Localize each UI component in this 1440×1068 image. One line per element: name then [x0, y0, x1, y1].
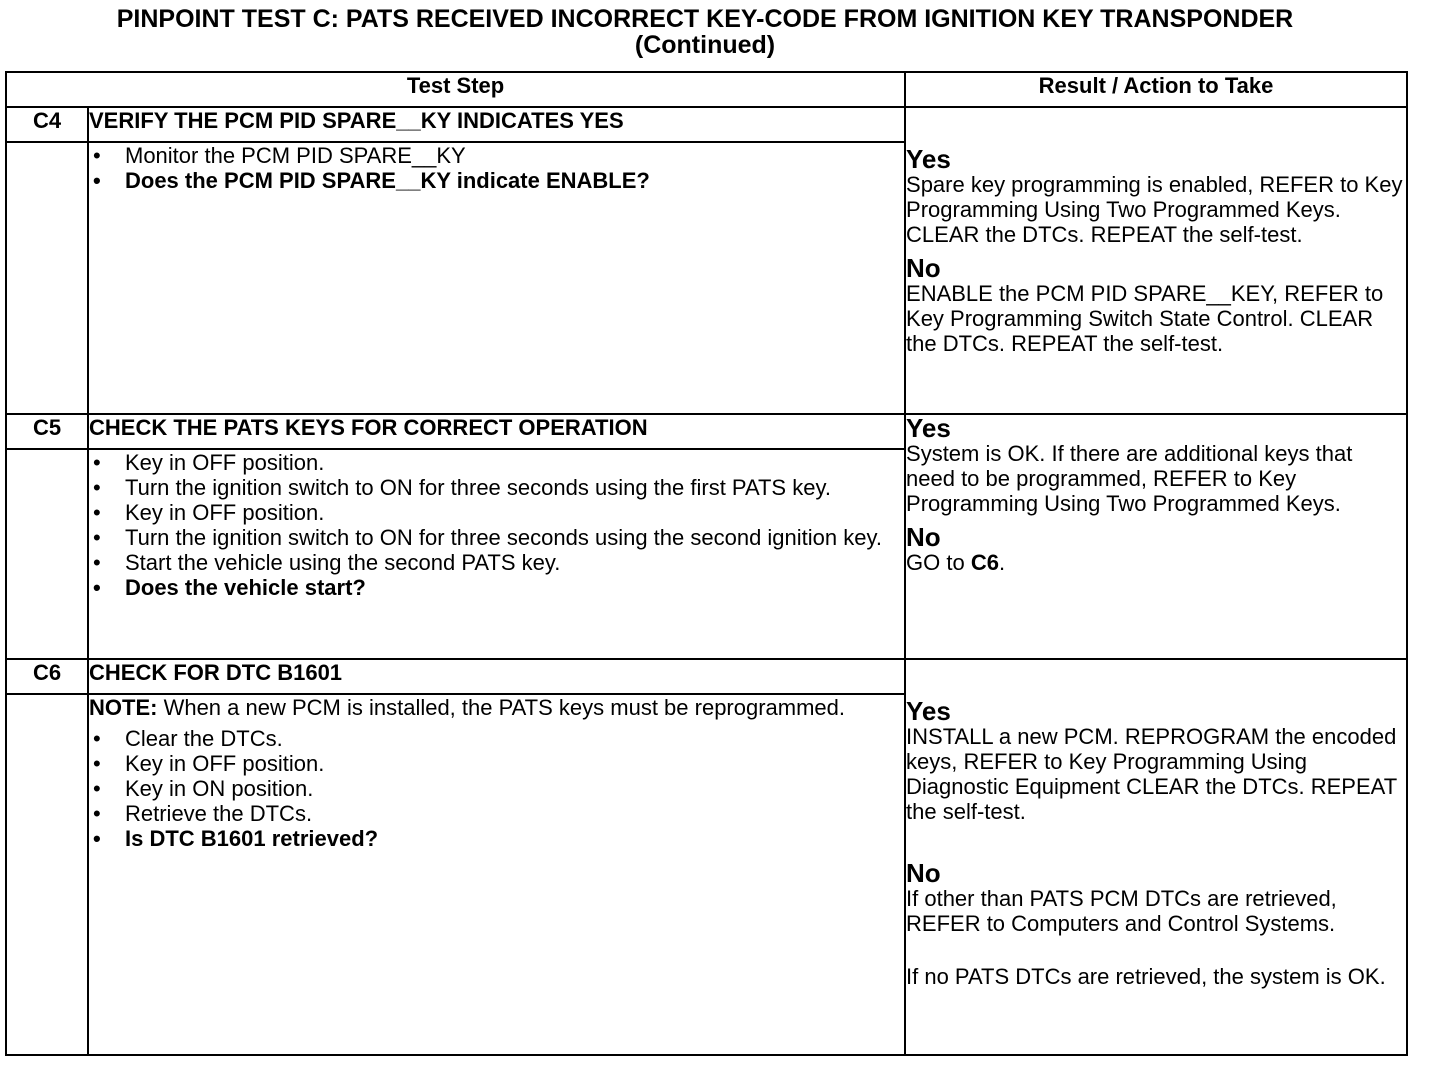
step-c6-actions: [88, 694, 905, 1055]
action-list: [89, 450, 904, 600]
action-item: • Turn the ignition switch to ON for three seconds using the first PATS key.: [89, 475, 904, 500]
action-item: • Turn the ignition switch to ON for three seconds using the second ignition key.: [89, 525, 904, 550]
result-c5: [905, 414, 1407, 659]
no-label: No: [906, 858, 941, 888]
step-c5-actions: [88, 449, 905, 659]
action-item: • Key in ON position.: [89, 776, 904, 801]
result-c6-no: [906, 860, 1406, 989]
action-item: • Key in OFF position.: [89, 500, 904, 525]
yes-label: Yes: [906, 413, 951, 443]
action-list: [89, 726, 904, 851]
no-label: No: [906, 522, 941, 552]
no-text: ENABLE the PCM PID SPARE__KEY, REFER to Key Programming Switch State Control. CLEAR the DTCs. REPEAT the self-test.: [906, 281, 1384, 356]
yes-text: INSTALL a new PCM. REPROGRAM the encoded keys, REFER to Key Programming Using Diagnostic Equipment CLEAR the DTCs. REPEAT the self-test.: [906, 724, 1397, 824]
step-c6-title-row: [6, 659, 1407, 694]
no-text-1: If other than PATS PCM DTCs are retrieved, REFER to Computers and Control Systems.: [906, 886, 1337, 936]
step-title-c5: CHECK THE PATS KEYS FOR CORRECT OPERATION: [88, 414, 905, 449]
result-c5-yes: [906, 415, 1406, 516]
step-c6-blank: [6, 694, 88, 1055]
action-list: [89, 143, 904, 193]
action-question: • Is DTC B1601 retrieved?: [89, 826, 904, 851]
result-c5-no: [906, 524, 1406, 575]
page-title: [0, 6, 1410, 58]
step-c5-title-row: [6, 414, 1407, 449]
no-text-2: If no PATS DTCs are retrieved, the system is OK.: [906, 964, 1386, 989]
action-item: • Retrieve the DTCs.: [89, 801, 904, 826]
note-text: When a new PCM is installed, the PATS keys must be reprogrammed.: [157, 695, 846, 720]
step-title-c4: VERIFY THE PCM PID SPARE__KY INDICATES YES: [88, 107, 905, 142]
header-result-action: Result / Action to Take: [905, 72, 1407, 107]
yes-label: Yes: [906, 696, 951, 726]
step-c4-title-row: [6, 107, 1407, 142]
no-text-step-ref: C6: [970, 550, 999, 575]
step-id-c4: C4: [6, 107, 88, 142]
header-test-step: Test Step: [6, 72, 905, 107]
title-line-2: (Continued): [634, 31, 776, 59]
note-label: NOTE:: [89, 695, 158, 720]
yes-text: System is OK. If there are additional keys that need to be programmed, REFER to Key Programming Using Two Programmed Keys.: [906, 441, 1353, 516]
table-header-row: [6, 72, 1407, 107]
result-c6: [905, 659, 1407, 1055]
no-text-pre: GO to: [906, 550, 971, 575]
note: [89, 695, 904, 720]
step-c4-actions: [88, 142, 905, 414]
action-item: • Monitor the PCM PID SPARE__KY: [89, 143, 904, 168]
result-c4-yes: [906, 146, 1406, 247]
yes-text: Spare key programming is enabled, REFER to Key Programming Using Two Programmed Keys. CLEAR the DTCs. REPEAT the self-test.: [906, 172, 1403, 247]
step-c5-blank: [6, 449, 88, 659]
result-c4: [905, 107, 1407, 414]
action-item: • Clear the DTCs.: [89, 726, 904, 751]
step-id-c6: C6: [6, 659, 88, 694]
action-item: • Key in OFF position.: [89, 450, 904, 475]
no-label: No: [906, 253, 941, 283]
step-c4-blank: [6, 142, 88, 414]
action-question: • Does the PCM PID SPARE__KY indicate ENABLE?: [89, 168, 904, 193]
action-item: • Key in OFF position.: [89, 751, 904, 776]
action-item: • Start the vehicle using the second PATS key.: [89, 550, 904, 575]
title-line-1: PINPOINT TEST C: PATS RECEIVED INCORRECT KEY-CODE FROM IGNITION KEY TRANSPONDER: [116, 5, 1294, 33]
pinpoint-test-table: [5, 71, 1408, 1056]
step-id-c5: C5: [6, 414, 88, 449]
yes-label: Yes: [906, 144, 951, 174]
no-text-post: .: [998, 550, 1006, 575]
result-c4-no: [906, 255, 1406, 356]
action-question: • Does the vehicle start?: [89, 575, 904, 600]
step-title-c6: CHECK FOR DTC B1601: [88, 659, 905, 694]
result-c6-yes: [906, 698, 1406, 824]
